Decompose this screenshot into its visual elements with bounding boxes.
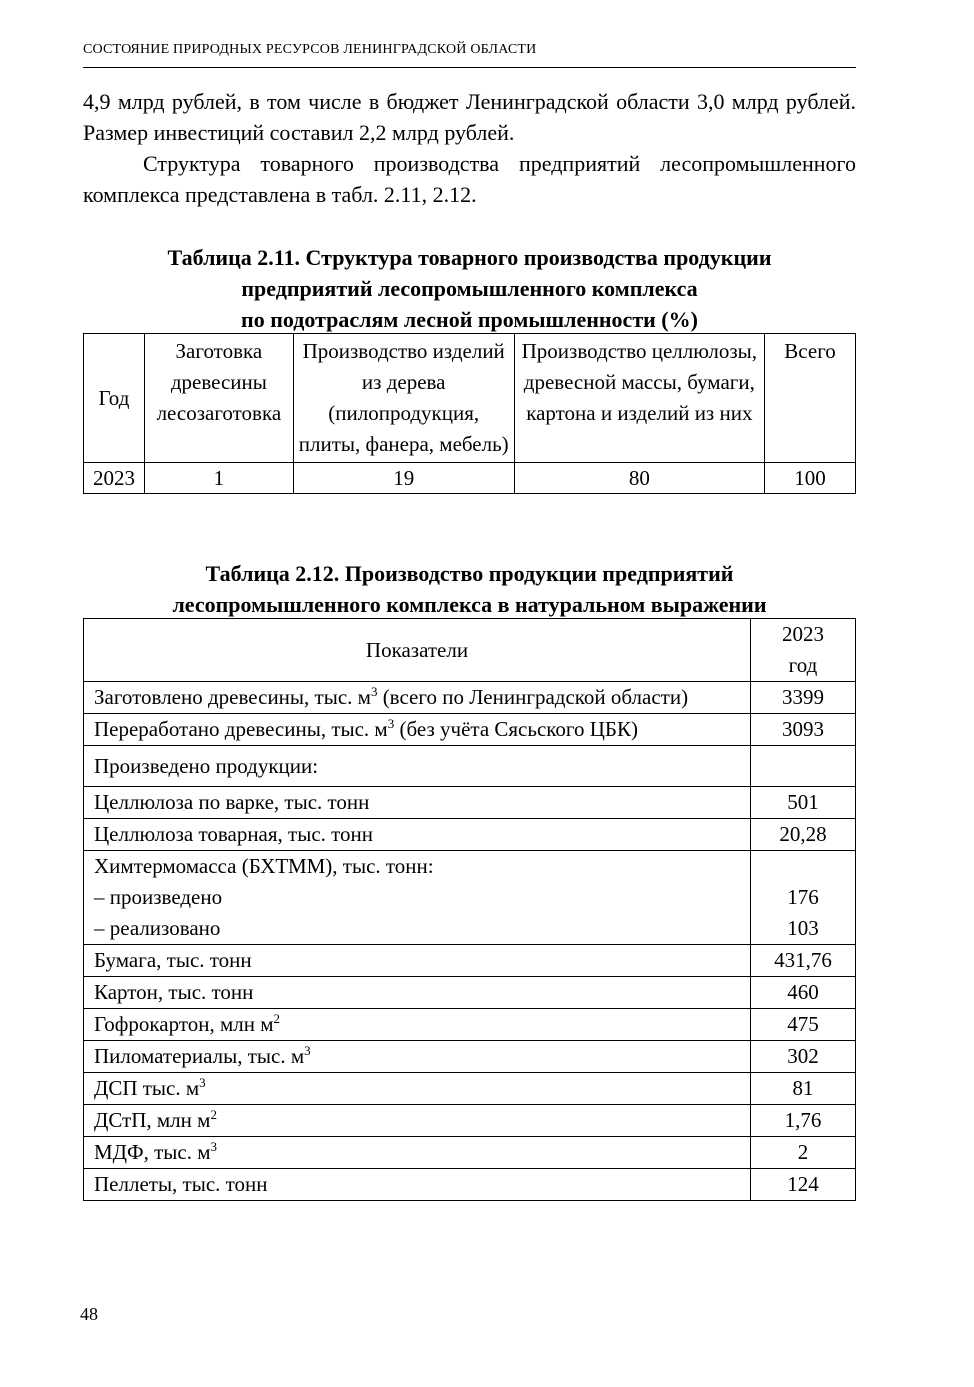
unit-exponent: 3: [199, 1075, 206, 1090]
row-label-text: Пиломатериалы, тыс. м: [94, 1044, 305, 1068]
table-row: [84, 682, 856, 714]
row-value: 3399: [751, 682, 856, 714]
header-wood-products: Производство изделий из дерева (пилопродукция, плиты, фанера, мебель): [293, 334, 514, 463]
row-label: [84, 787, 751, 819]
paragraph-1: 4,9 млрд рублей, в том числе в бюджет Ленинградской области 3,0 млрд рублей. Размер инвестиций составил 2,2 млрд рублей.: [83, 89, 856, 145]
caption-line: лесопромышленного комплекса в натуральном выражении: [172, 592, 767, 617]
row-value: 475: [751, 1009, 856, 1041]
table-row: [84, 945, 856, 977]
row-label: [84, 1169, 751, 1201]
row-label-text: Пеллеты, тыс. тонн: [94, 1172, 268, 1196]
row-label: [84, 851, 751, 945]
header-divider: [83, 67, 856, 68]
row-label: [84, 1105, 751, 1137]
unit-exponent: 3: [370, 684, 378, 699]
table-row: [84, 1169, 856, 1201]
row-label: [84, 1009, 751, 1041]
row-value: 1,76: [751, 1105, 856, 1137]
row-label-text: Целлюлоза товарная, тыс. тонн: [94, 822, 374, 846]
table-2-12-caption: [83, 558, 856, 620]
row-label-line: Химтермомасса (БХТММ), тыс. тонн:: [94, 854, 434, 878]
row-value: [751, 746, 856, 787]
table-row: [84, 1137, 856, 1169]
header-year: [751, 619, 856, 682]
row-label-text: Картон, тыс. тонн: [94, 980, 254, 1004]
table-2-11: [83, 333, 856, 494]
row-label: [84, 746, 751, 787]
header-year-line: год: [788, 653, 818, 677]
table-2-12: [83, 618, 856, 1201]
table-row: [84, 819, 856, 851]
row-value: 431,76: [751, 945, 856, 977]
header-total: Всего: [765, 334, 856, 463]
row-label: [84, 1041, 751, 1073]
row-label-text: Целлюлоза по варке, тыс. тонн: [94, 790, 370, 814]
row-label: [84, 977, 751, 1009]
row-label: [84, 819, 751, 851]
table-row: [84, 977, 856, 1009]
row-label-text: Заготовлено древесины, тыс. м: [94, 685, 371, 709]
header-indicator: Показатели: [84, 619, 751, 682]
row-label-line: – произведено: [94, 885, 223, 909]
row-label-text: ДСтП, млн м: [94, 1108, 211, 1132]
table-header-row: [84, 619, 856, 682]
table-row: [84, 714, 856, 746]
row-label: [84, 1073, 751, 1105]
row-value-line: 103: [787, 916, 819, 940]
row-label: [84, 1137, 751, 1169]
row-label-text: Бумага, тыс. тонн: [94, 948, 252, 972]
table-row: [84, 851, 856, 945]
table-row: [84, 787, 856, 819]
unit-exponent: 3: [210, 1139, 217, 1154]
caption-line: предприятий лесопромышленного комплекса: [241, 276, 698, 301]
table-row: [84, 746, 856, 787]
page-number: 48: [80, 1304, 98, 1324]
cell-total: 100: [765, 463, 856, 494]
unit-exponent: 3: [304, 1043, 311, 1058]
table-2-11-caption: [83, 242, 856, 335]
table-row: [84, 1073, 856, 1105]
caption-line: Таблица 2.12. Производство продукции предприятий: [205, 561, 734, 586]
header-year-line: 2023: [782, 622, 824, 646]
row-label: [84, 714, 751, 746]
row-label-text: (всего по Ленинградской области): [377, 685, 689, 709]
cell-pulp-paper: 80: [514, 463, 765, 494]
header-year: Год: [84, 334, 145, 463]
table-header-row: [84, 334, 856, 463]
row-label-text: Гофрокартон, млн м: [94, 1012, 274, 1036]
unit-exponent: 2: [273, 1011, 281, 1026]
paragraph-2: Структура товарного производства предприятий лесопромышленного комплекса представлена в табл. 2.11, 2.12.: [83, 151, 856, 207]
table-row: [84, 1009, 856, 1041]
caption-line: Таблица 2.11. Структура товарного производства продукции: [167, 245, 772, 270]
row-value: 124: [751, 1169, 856, 1201]
row-label: [84, 945, 751, 977]
row-value: 460: [751, 977, 856, 1009]
cell-year: 2023: [84, 463, 145, 494]
table-row: [84, 1105, 856, 1137]
row-label-text: (без учёта Сясьского ЦБК): [394, 717, 638, 741]
row-label: [84, 682, 751, 714]
row-value: 20,28: [751, 819, 856, 851]
row-value: 2: [751, 1137, 856, 1169]
caption-line: по подотраслям лесной промышленности (%): [241, 307, 698, 332]
row-value: 3093: [751, 714, 856, 746]
row-value: 81: [751, 1073, 856, 1105]
cell-logging: 1: [144, 463, 293, 494]
row-value: 501: [751, 787, 856, 819]
unit-exponent: 3: [387, 716, 395, 731]
table-row: [84, 1041, 856, 1073]
row-label-text: Произведено продукции:: [94, 753, 319, 778]
cell-wood-products: 19: [293, 463, 514, 494]
table-row: [84, 463, 856, 494]
row-value: [751, 851, 856, 945]
row-label-text: Переработано древесины, тыс. м: [94, 717, 388, 741]
row-value-line: 176: [787, 885, 819, 909]
row-label-text: МДФ, тыс. м: [94, 1140, 211, 1164]
row-value: 302: [751, 1041, 856, 1073]
header-pulp-paper: Производство целлюлозы, древесной массы, бумаги, картона и изделий из них: [514, 334, 765, 463]
row-label-text: ДСП тыс. м: [94, 1076, 200, 1100]
row-label-line: – реализовано: [94, 916, 221, 940]
header-logging: Заготовка древесины лесозаготовка: [144, 334, 293, 463]
unit-exponent: 2: [210, 1107, 217, 1122]
running-header: СОСТОЯНИЕ ПРИРОДНЫХ РЕСУРСОВ ЛЕНИНГРАДСКОЙ ОБЛАСТИ: [83, 42, 537, 57]
